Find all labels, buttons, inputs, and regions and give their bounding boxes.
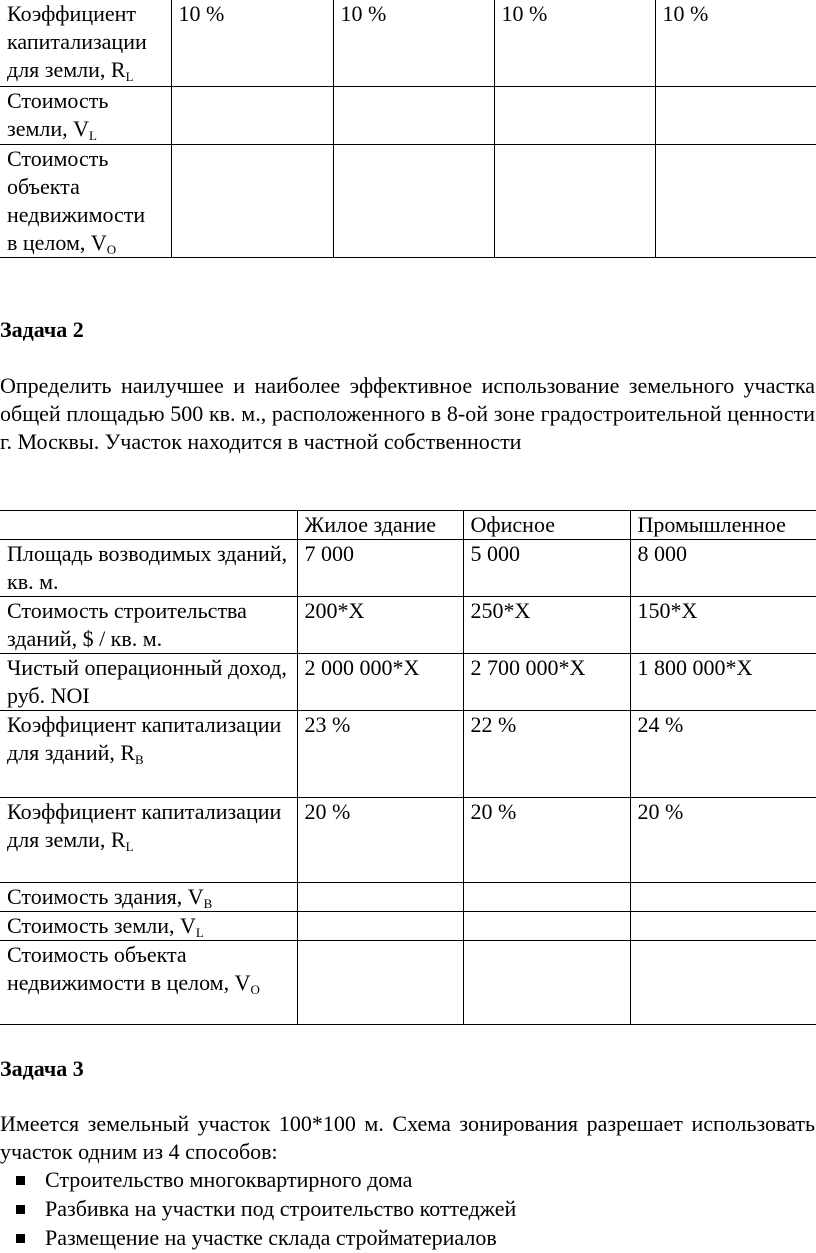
list-item: Строительство многоквартирного дома	[0, 1166, 516, 1195]
table-row	[0, 540, 816, 597]
table-row	[0, 654, 816, 711]
table-cell: 20 %	[463, 798, 630, 883]
table-cell: 23 %	[297, 711, 463, 798]
table-cell: 10 %	[333, 0, 494, 86]
table-row	[0, 912, 816, 941]
table-cell: 24 %	[630, 711, 816, 798]
table-cell: 20 %	[297, 798, 463, 883]
table-cell: 200*X	[297, 597, 463, 654]
land-capitalization-table	[0, 0, 816, 258]
table-cell: 2 700 000*X	[463, 654, 630, 711]
row-label: Коэффициент капитализации для земли, $R_L$	[0, 0, 171, 86]
table-cell	[297, 941, 463, 1025]
list-item: Разбивка на участки под строительство коттеджей	[0, 1195, 516, 1224]
table-cell	[463, 912, 630, 941]
table-cell	[297, 883, 463, 912]
square-bullet-icon	[16, 1205, 25, 1214]
task2-description: Определить наилучшее и наиболее эффективное использование земельного участка общей площадью 500 кв. м., расположенного в 8-ой зоне градостроительной ценности г. Москвы. Участок находится в частной собственности	[0, 373, 815, 454]
table-cell: 5 000	[463, 540, 630, 597]
table-cell: 10 %	[655, 0, 816, 86]
table-cell: 20 %	[630, 798, 816, 883]
table-row	[0, 0, 816, 86]
row-label: Стоимость строительства зданий, $ / кв. м.	[0, 597, 297, 654]
table-cell: 2 000 000*X	[297, 654, 463, 711]
row-label: Стоимость объекта недвижимости в целом, $V_O$	[0, 144, 171, 257]
table-row	[0, 711, 816, 798]
usage-options-list	[0, 1166, 516, 1253]
table-cell: 10 %	[494, 0, 655, 86]
row-label: Чистый операционный доход, руб. NOI	[0, 654, 297, 711]
table-cell	[494, 144, 655, 257]
row-label: Стоимость земли, $V_L$	[0, 912, 297, 941]
table-cell	[333, 86, 494, 144]
table-row	[0, 144, 816, 257]
table-row	[0, 941, 816, 1025]
table-row	[0, 798, 816, 883]
table-cell	[463, 941, 630, 1025]
table-cell	[655, 144, 816, 257]
table-cell	[494, 86, 655, 144]
square-bullet-icon	[16, 1176, 25, 1185]
header-cell-residential: Жилое здание	[297, 511, 463, 540]
row-label: Коэффициент капитализации для зданий, $R_B$	[0, 711, 297, 798]
table-cell	[463, 883, 630, 912]
table-cell	[333, 144, 494, 257]
row-label: Стоимость объекта недвижимости в целом, $V_O$	[0, 941, 297, 1025]
header-cell-office: Офисное	[463, 511, 630, 540]
header-cell-industrial: Промышленное	[630, 511, 816, 540]
table-cell	[297, 912, 463, 941]
land-use-table	[0, 510, 816, 1025]
table-cell: 22 %	[463, 711, 630, 798]
table-cell: 7 000	[297, 540, 463, 597]
table-cell	[630, 912, 816, 941]
table-cell: 150*X	[630, 597, 816, 654]
row-label: Стоимость земли, $V_L$	[0, 86, 171, 144]
row-label: Стоимость здания, $V_B$	[0, 883, 297, 912]
table-row	[0, 86, 816, 144]
square-bullet-icon	[16, 1234, 25, 1243]
table-cell	[171, 144, 333, 257]
table-cell: 250*X	[463, 597, 630, 654]
list-item: Размещение на участке склада стройматериалов	[0, 1224, 516, 1253]
table-row	[0, 883, 816, 912]
task3-description: Имеется земельный участок 100*100 м. Схема зонирования разрешает использовать участок одним из 4 способов:	[0, 1111, 815, 1164]
row-label: Площадь возводимых зданий, кв. м.	[0, 540, 297, 597]
table-row	[0, 597, 816, 654]
task2-heading: Задача 2	[0, 317, 84, 342]
table-cell	[630, 941, 816, 1025]
table-cell	[655, 86, 816, 144]
table-header-row	[0, 511, 816, 540]
table-cell: 8 000	[630, 540, 816, 597]
table-cell	[630, 883, 816, 912]
table-cell	[171, 86, 333, 144]
table-cell: 10 %	[171, 0, 333, 86]
header-cell-empty	[0, 511, 297, 540]
table-cell: 1 800 000*X	[630, 654, 816, 711]
row-label: Коэффициент капитализации для земли, $R_L$	[0, 798, 297, 883]
task3-heading: Задача 3	[0, 1056, 84, 1081]
